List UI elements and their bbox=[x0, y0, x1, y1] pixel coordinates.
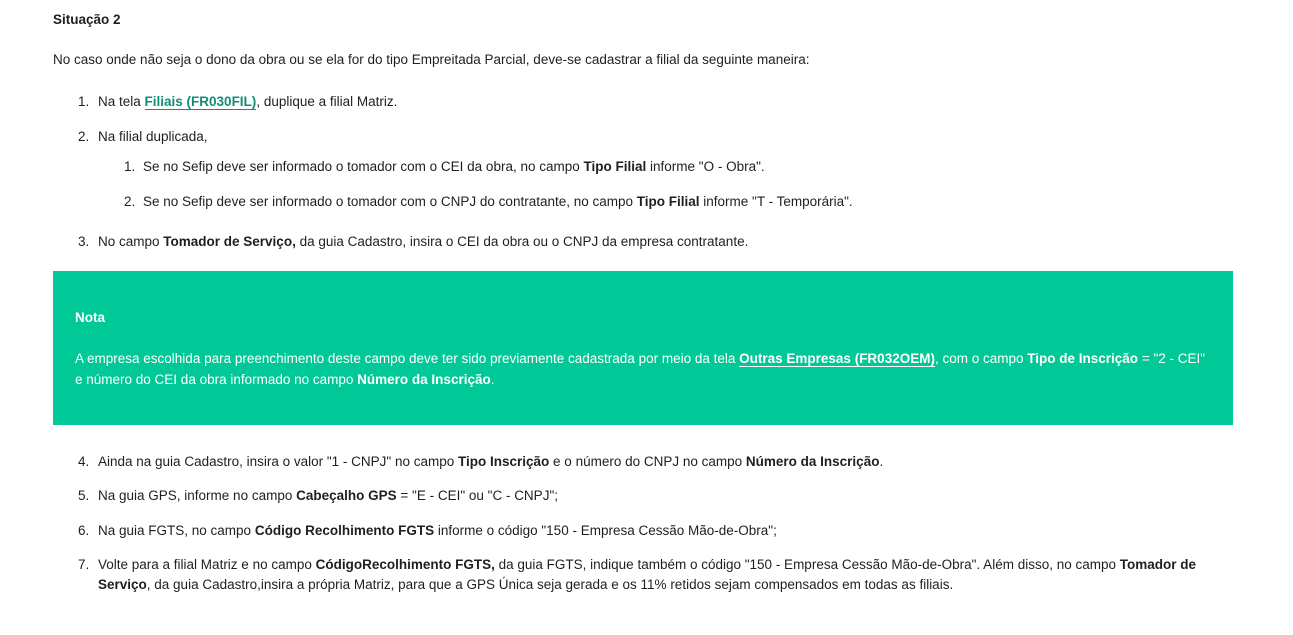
list-item: 5. Na guia GPS, informe no campo Cabeçalho GPS = "E - CEI" ou "C - CNPJ"; bbox=[78, 488, 558, 503]
intro-paragraph: No caso onde não seja o dono da obra ou se ela for do tipo Empreitada Parcial, deve-se cadastrar a filial da seguinte maneira: bbox=[53, 52, 810, 67]
list-item: 6. Na guia FGTS, no campo Código Recolhimento FGTS informe o código "150 - Empresa Cessão Mão-de-Obra"; bbox=[78, 523, 777, 538]
outras-empresas-link[interactable]: Outras Empresas (FR032OEM) bbox=[739, 351, 935, 366]
sub-list-item: 1. Se no Sefip deve ser informado o tomador com o CEI da obra, no campo Tipo Filial informe "O - Obra". bbox=[124, 159, 765, 174]
list-item: 2. Na filial duplicada, bbox=[78, 129, 208, 144]
list-item: 7. Volte para a filial Matriz e no campo CódigoRecolhimento FGTS, da guia FGTS, indique também o código "150 - Empresa Cessão Mão-de-Obra". Além disso, no campo Tomador de Serviço, da guia Cadastro,insira a própria Matriz, para que a GPS Única seja gerada e os 11% retidos sejam compensados em todas as filiais. bbox=[78, 557, 1197, 592]
sub-list-item: 2. Se no Sefip deve ser informado o tomador com o CNPJ do contratante, no campo Tipo Filial informe "T - Temporária". bbox=[124, 194, 853, 209]
note-title: Nota bbox=[75, 310, 105, 325]
note-box bbox=[53, 271, 1233, 425]
list-item: 3. No campo Tomador de Serviço, da guia Cadastro, insira o CEI da obra ou o CNPJ da empresa contratante. bbox=[78, 234, 749, 249]
section-title: Situação 2 bbox=[53, 12, 121, 27]
filiais-link[interactable]: Filiais (FR030FIL) bbox=[144, 94, 257, 109]
list-item: 1. Na tela Filiais (FR030FIL), duplique a filial Matriz. bbox=[78, 94, 398, 109]
note-body: A empresa escolhida para preenchimento deste campo deve ter sido previamente cadastrada por meio da tela Outras Empresas (FR032OEM), com o campo Tipo de Inscrição = "2 - CEI" e número do CEI da obra informado no campo Número da Inscrição. bbox=[75, 351, 1206, 387]
list-item: 4. Ainda na guia Cadastro, insira o valor "1 - CNPJ" no campo Tipo Inscrição e o número do CNPJ no campo Número da Inscrição. bbox=[78, 454, 884, 469]
